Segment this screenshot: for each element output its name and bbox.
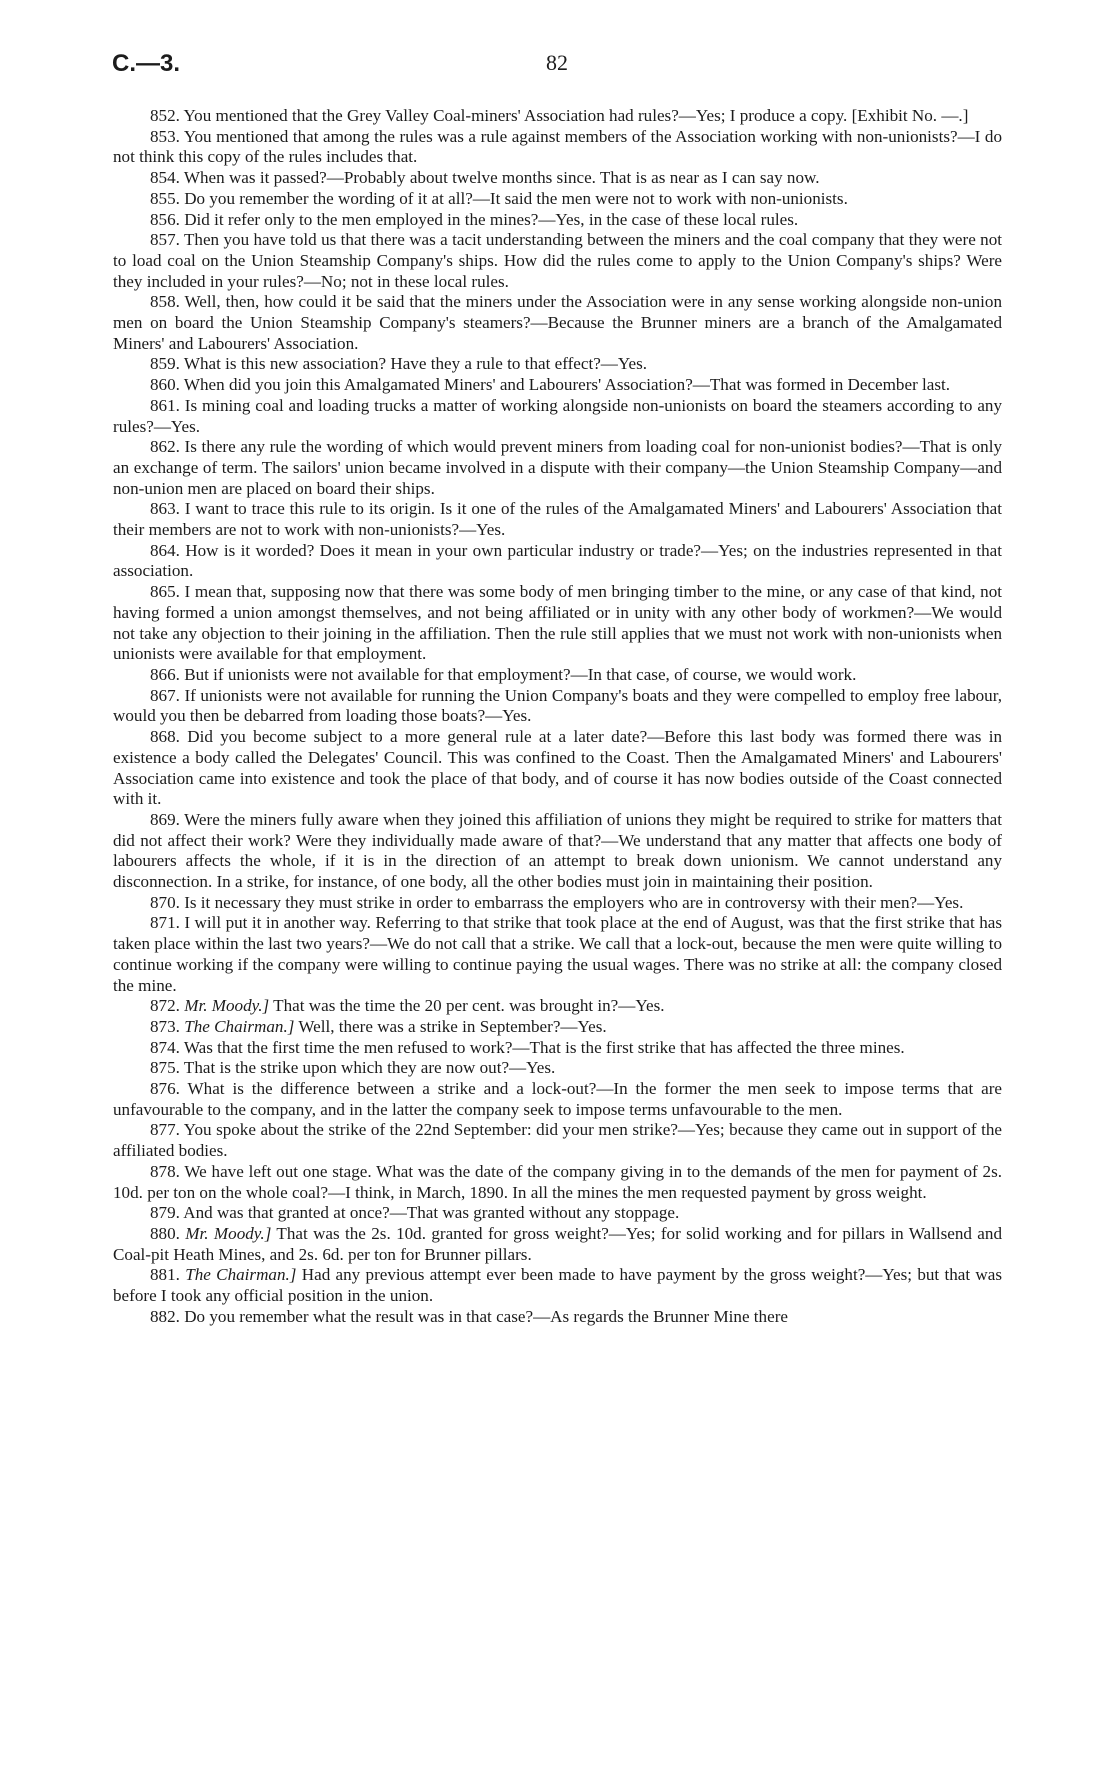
section-reference: C.—3. (112, 50, 181, 77)
speaker-label: The Chairman.] (185, 1265, 297, 1285)
testimony-paragraph: 859. What is this new association? Have they a rule to that effect?—Yes. (150, 354, 648, 374)
paragraph-text: That was the 2s. 10d. granted for gross weight?—Yes; for solid working and for pillars in Wallsend and Coal-pit Heath Mines, and 2s. 6d. per ton for Brunner pillars. (113, 1223, 1002, 1264)
testimony-paragraph: 875. That is the strike upon which they are now out?—Yes. (150, 1058, 556, 1078)
testimony-paragraph: 871. I will put it in another way. Referring to that strike that took place at the end of August, was that the first strike that has taken place within the last two years?—We do not call that a strike. We call that a lock-out, because the men were quite willing to continue working if the company were willing to continue paying the usual wages. There was no strike at all: the company closed the mine. (113, 913, 1002, 995)
testimony-paragraph: 866. But if unionists were not available for that employment?—In that case, of course, we would work. (150, 664, 857, 684)
testimony-paragraph: 877. You spoke about the strike of the 22nd September: did your men strike?—Yes; because they came out in support of the affiliated bodies. (113, 1120, 1002, 1161)
speaker-label: Mr. Moody.] (184, 996, 270, 1016)
question-number: 872. (150, 996, 180, 1016)
page-header (112, 50, 1002, 80)
testimony-paragraph: 858. Well, then, how could it be said that the miners under the Association were in any sense working alongside non-union men on board the Union Steamship Company's steamers?—Because the Brunner miners are a branch of the Amalgamated Miners' and Labourers' Association. (113, 292, 1002, 353)
testimony-paragraph: 861. Is mining coal and loading trucks a matter of working alongside non-unionists on board the steamers according to any rules?—Yes. (113, 395, 1002, 436)
testimony-paragraph (113, 1017, 1002, 1038)
testimony-paragraph: 867. If unionists were not available for running the Union Company's boats and they were compelled to employ free labour, would you then be debarred from loading those boats?—Yes. (113, 685, 1002, 726)
testimony-text (113, 106, 1002, 1327)
testimony-paragraph: 860. When did you join this Amalgamated Miners' and Labourers' Association?—That was formed in December last. (150, 375, 951, 395)
question-number: 873. (150, 1016, 180, 1036)
testimony-paragraph: 882. Do you remember what the result was in that case?—As regards the Brunner Mine there (150, 1306, 788, 1326)
speaker-label: The Chairman.] (184, 1016, 295, 1036)
testimony-paragraph (113, 1265, 1002, 1306)
testimony-paragraph: 865. I mean that, supposing now that there was some body of men bringing timber to the mine, or any case of that kind, not having formed a union amongst themselves, and not being affiliated or in unity with any other body of workmen?—We would not take any objection to their joining in the affiliation. Then the rule still applies that we must not work with non-unionists when unionists were available for that employment. (113, 582, 1002, 664)
testimony-paragraph: 855. Do you remember the wording of it at all?—It said the men were not to work with non-unionists. (150, 188, 848, 208)
testimony-paragraph: 854. When was it passed?—Probably about twelve months since. That is as near as I can say now. (150, 168, 820, 188)
testimony-paragraph: 856. Did it refer only to the men employed in the mines?—Yes, in the case of these local rules. (150, 209, 799, 229)
testimony-paragraph (113, 996, 1002, 1017)
testimony-paragraph: 868. Did you become subject to a more general rule at a later date?—Before this last body was formed there was in existence a body called the Delegates' Council. This was confined to the Coast. Then the Amalgamated Miners' and Labourers' Association came into existence and took the place of that body, and of course it has now bodies outside of the Coast connected with it. (113, 727, 1002, 809)
paragraph-text: That was the time the 20 per cent. was brought in?—Yes. (273, 996, 665, 1016)
paragraph-text: Well, there was a strike in September?—Yes. (298, 1016, 607, 1036)
testimony-paragraph: 879. And was that granted at once?—That was granted without any stoppage. (150, 1203, 680, 1223)
testimony-paragraph: 857. Then you have told us that there was a tacit understanding between the miners and the coal company that they were not to load coal on the Union Steamship Company's ships. How did the rules come to apply to the Union Company's ships? Were they included in your rules?—No; not in these local rules. (113, 230, 1002, 291)
paragraph-text: Had any previous attempt ever been made to have payment by the gross weight?—Yes; but that was before I took any official position in the union. (113, 1265, 1002, 1306)
question-number: 881. (150, 1265, 180, 1285)
question-number: 880. (150, 1223, 180, 1243)
testimony-paragraph: 869. Were the miners fully aware when they joined this affiliation of unions they might be required to strike for matters that did not affect their work? Were they individually made aware of that?—We understand that any matter that affects one body of labourers affects the whole, if it is in the direction of an attempt to break down unionism. We cannot understand any disconnection. In a strike, for instance, of one body, all the other bodies must join in maintaining their position. (113, 809, 1002, 892)
testimony-paragraph: 863. I want to trace this rule to its origin. Is it one of the rules of the Amalgamated Miners' and Labourers' Association that their members are not to work with non-unionists?—Yes. (113, 499, 1002, 540)
testimony-paragraph: 874. Was that the first time the men refused to work?—That is the first strike that has affected the three mines. (150, 1037, 905, 1057)
testimony-paragraph: 876. What is the difference between a strike and a lock-out?—In the former the men seek to impose terms that are unfavourable to the company, and in the latter the company seek to impose terms unfavourable to the men. (113, 1079, 1002, 1119)
testimony-paragraph: 853. You mentioned that among the rules was a rule against members of the Association working with non-unionists?—I do not think this copy of the rules includes that. (113, 126, 1002, 167)
speaker-label: Mr. Moody.] (185, 1223, 272, 1243)
testimony-paragraph: 862. Is there any rule the wording of which would prevent miners from loading coal for non-unionist bodies?—That is only an exchange of term. The sailors' union became involved in a dispute with their company—the Union Steamship Company—and non-union men are placed on board their ships. (113, 437, 1002, 498)
testimony-paragraph: 864. How is it worded? Does it mean in your own particular industry or trade?—Yes; on the industries represented in that association. (113, 540, 1002, 581)
testimony-paragraph: 870. Is it necessary they must strike in order to embarrass the employers who are in controversy with their men?—Yes. (150, 892, 964, 912)
testimony-paragraph (113, 1224, 1002, 1265)
testimony-paragraph: 878. We have left out one stage. What was the date of the company giving in to the demands of the men for payment of 2s. 10d. per ton on the whole coal?—I think, in March, 1890. In all the mines the men requested payment by gross weight. (113, 1161, 1002, 1202)
testimony-paragraph: 852. You mentioned that the Grey Valley Coal-miners' Association had rules?—Yes; I produce a copy. [Exhibit No. —.] (150, 106, 969, 125)
page-number: 82 (546, 50, 568, 75)
